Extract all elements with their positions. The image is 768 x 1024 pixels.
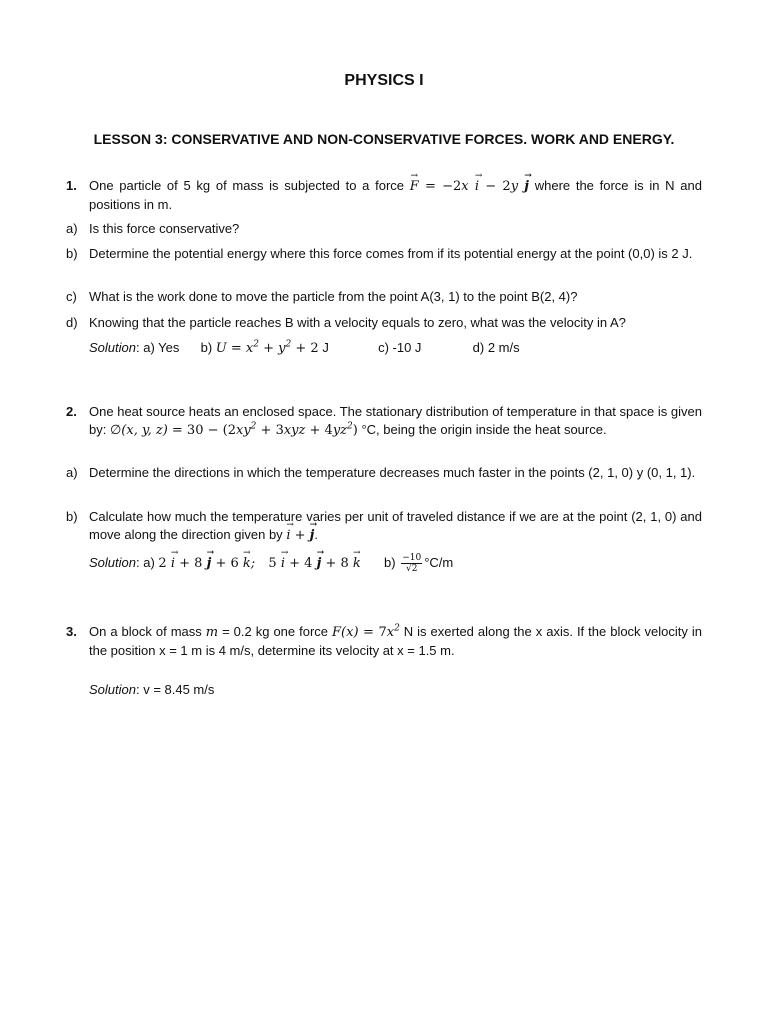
solution-value: : v = 8.45 m/s <box>135 682 215 697</box>
solution-a: : a) Yes <box>135 340 180 355</box>
solution-b-unit: °C/m <box>424 554 454 570</box>
solution-a: : a) <box>135 554 155 570</box>
fraction-numerator: −10 <box>402 553 422 563</box>
part-text: Determine the directions in which the temperature decreases much faster in the points (2, 1, 0) y (0, 1, 1). <box>89 465 696 480</box>
problem-1-part-a <box>66 220 702 238</box>
part-label: b) <box>66 246 78 261</box>
problem-2-number: 2. <box>66 404 77 419</box>
problem-2-part-a <box>66 464 702 482</box>
force-formula: → F = −2x → i − 2y → j <box>410 179 529 194</box>
fraction-denominator: √2 <box>405 564 418 574</box>
problem-3-statement <box>66 623 702 660</box>
problem-2-solution <box>66 553 702 574</box>
solution-label: Solution <box>89 682 136 697</box>
part-label: b) <box>66 509 78 524</box>
part-label: c) <box>66 289 77 304</box>
solution-c: c) -10 J <box>378 340 422 355</box>
part-label: a) <box>66 465 78 480</box>
problem-3-solution <box>66 681 702 699</box>
problem-2-statement <box>66 403 702 440</box>
problem-1-part-d <box>66 314 702 332</box>
lesson-title: LESSON 3: CONSERVATIVE AND NON-CONSERVATIVE FORCES. WORK AND ENERGY. <box>93 131 675 147</box>
problem-2-text-b: °C, being the origin inside the heat source. <box>361 422 607 437</box>
solution-b-unit: J <box>322 340 329 355</box>
direction-vector: → i + → j <box>286 528 314 543</box>
part-text: Is this force conservative? <box>89 221 240 236</box>
gradient-vector-2: 5 → i + 4 → j + 8 → k <box>268 556 360 571</box>
problem-2-text-a: One heat source heats an enclosed space. The stationary distribution of temperature in that space is given by: <box>89 404 702 437</box>
problem-3-number: 3. <box>66 624 77 639</box>
solution-b-fraction <box>401 553 422 574</box>
solution-d: d) 2 m/s <box>472 340 520 355</box>
problem-1-part-c <box>66 288 702 306</box>
problem-1-part-b <box>66 245 702 263</box>
part-text: What is the work done to move the particle from the point A(3, 1) to the point B(2, 4)? <box>89 289 578 304</box>
part-label: a) <box>66 221 78 236</box>
problem-3-text-b: = 0.2 kg one force <box>222 624 329 639</box>
problem-1-number: 1. <box>66 178 77 193</box>
problem-3-text-a: On a block of mass <box>89 624 202 639</box>
part-label: d) <box>66 315 78 330</box>
solution-label: Solution <box>89 554 136 570</box>
problem-2-part-b: b) Calculate how much the temperature varies per unit of traveled distance if we are at the point (2, 1, 0) and move along the direction given by → i + → j. <box>66 508 702 545</box>
problem-1-text-b: where the force is in N and positions in m. <box>89 178 702 212</box>
problem-1-text-a: One particle of 5 kg of mass is subjected to a force <box>89 178 405 193</box>
gradient-vector-1: 2 → i + 8 → j + 6 → k; <box>158 556 255 571</box>
force-function: $F(x) = 7x^2$ <box>332 623 400 640</box>
potential-energy-formula: $U = x^2 + y^2 + 2$ <box>215 339 319 356</box>
problem-3-text-c: N is exerted along the x axis. If the block velocity in the position x = 1 m is 4 m/s, determine its velocity at x = 1.5 m. <box>89 624 702 658</box>
part-text: Determine the potential energy where this force comes from if its potential energy at the point (0,0) is 2 J. <box>89 246 693 261</box>
problem-1-solution <box>66 339 702 358</box>
solution-b-label: b) <box>200 340 213 355</box>
solution-b-label: b) <box>384 554 396 570</box>
page-title: PHYSICS I <box>344 72 424 89</box>
part-text: Knowing that the particle reaches B with a velocity equals to zero, what was the velocity in A? <box>89 315 626 330</box>
part-text: Calculate how much the temperature varies per unit of traveled distance if we are at the point (2, 1, 0) and move along the direction given by <box>89 509 702 542</box>
mass-symbol: m <box>205 625 219 640</box>
solution-label: Solution <box>89 340 136 355</box>
problem-1-statement <box>66 177 702 214</box>
temperature-formula: ∅(x, y, $z) = 30 - (2xy^2 + 3xyz + 4yz^2)$ <box>109 421 358 438</box>
